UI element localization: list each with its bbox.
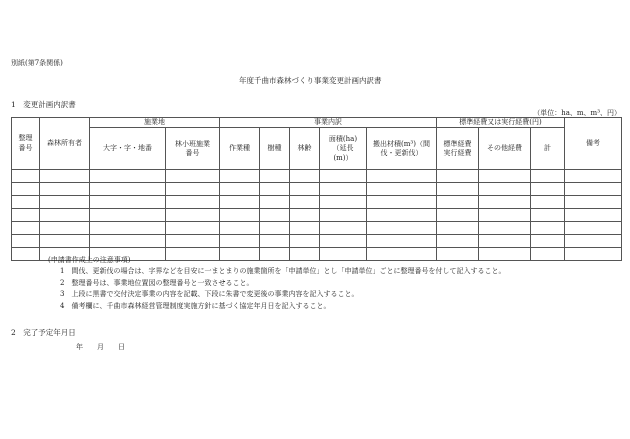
header-species: 樹種 bbox=[260, 128, 290, 170]
table-row bbox=[12, 196, 622, 209]
table-cell bbox=[260, 248, 290, 261]
table-cell bbox=[40, 235, 90, 248]
table-cell bbox=[220, 248, 260, 261]
table-cell bbox=[290, 209, 320, 222]
completion-date: 年 月 日 bbox=[76, 343, 125, 351]
table-cell bbox=[437, 235, 479, 248]
table-cell bbox=[12, 183, 40, 196]
table-cell bbox=[320, 248, 367, 261]
table-cell bbox=[260, 183, 290, 196]
table-cell bbox=[565, 222, 622, 235]
table-cell bbox=[437, 209, 479, 222]
table-cell bbox=[90, 183, 166, 196]
table-cell bbox=[220, 170, 260, 183]
table-cell bbox=[320, 183, 367, 196]
header-cost-group: 標準経費又は実行経費(円) bbox=[437, 118, 565, 128]
table-cell bbox=[565, 209, 622, 222]
table-cell bbox=[90, 235, 166, 248]
table-cell bbox=[260, 209, 290, 222]
table-cell bbox=[479, 196, 531, 209]
header-std-cost: 標準経費実行経費 bbox=[437, 128, 479, 170]
table-cell bbox=[220, 183, 260, 196]
table-cell bbox=[166, 170, 220, 183]
section-2-title: 2 完了予定年月日 bbox=[11, 328, 76, 337]
table-cell bbox=[479, 235, 531, 248]
header-work-type: 作業種 bbox=[220, 128, 260, 170]
table-cell bbox=[437, 183, 479, 196]
header-total: 計 bbox=[531, 128, 565, 170]
table-cell bbox=[437, 170, 479, 183]
table-cell bbox=[166, 183, 220, 196]
table-cell bbox=[12, 235, 40, 248]
table-cell bbox=[260, 222, 290, 235]
table-cell bbox=[290, 170, 320, 183]
table-cell bbox=[367, 248, 437, 261]
table-cell bbox=[320, 209, 367, 222]
header-rinsho: 林小班施業番号 bbox=[166, 128, 220, 170]
table-row bbox=[12, 170, 622, 183]
table-cell bbox=[367, 196, 437, 209]
table-cell bbox=[166, 196, 220, 209]
table-cell bbox=[290, 248, 320, 261]
note-item-1: 1 間伐、更新伐の場合は、字界などを目安に一まとまりの施業箇所を「申請単位」とし「申請単位」ごとに整理番号を付して記入すること。 bbox=[60, 267, 506, 275]
note-item-2: 2 整理番号は、事業地位置図の整理番号と一致させること。 bbox=[60, 278, 254, 287]
table-cell bbox=[260, 196, 290, 209]
header-carry-out: 搬出材積(m³)（間伐・更新伐） bbox=[367, 128, 437, 170]
table-row bbox=[12, 222, 622, 235]
form-label: 別紙(第7条関係) bbox=[11, 59, 63, 67]
document-title: 年度千曲市森林づくり事業変更計画内訳書 bbox=[239, 76, 382, 85]
table-cell bbox=[290, 183, 320, 196]
table-cell bbox=[531, 235, 565, 248]
table-cell bbox=[166, 222, 220, 235]
table-cell bbox=[220, 235, 260, 248]
table-cell bbox=[565, 196, 622, 209]
table-cell bbox=[40, 196, 90, 209]
table-cell bbox=[90, 222, 166, 235]
table-cell bbox=[166, 248, 220, 261]
unit-note: （単位：ha、m、m³、円） bbox=[533, 109, 621, 117]
table-cell bbox=[166, 209, 220, 222]
table-cell bbox=[565, 235, 622, 248]
table-cell bbox=[320, 196, 367, 209]
table-cell bbox=[12, 170, 40, 183]
table-cell bbox=[479, 170, 531, 183]
plan-breakdown-table bbox=[11, 117, 622, 261]
table-cell bbox=[479, 248, 531, 261]
table-cell bbox=[367, 222, 437, 235]
header-age: 林齢 bbox=[290, 128, 320, 170]
table-row bbox=[12, 209, 622, 222]
table-cell bbox=[367, 235, 437, 248]
table-cell bbox=[290, 196, 320, 209]
header-owner: 森林所有者 bbox=[40, 118, 90, 170]
table-cell bbox=[531, 196, 565, 209]
table-cell bbox=[220, 222, 260, 235]
table-cell bbox=[565, 248, 622, 261]
table-cell bbox=[531, 183, 565, 196]
table-cell bbox=[437, 248, 479, 261]
table-cell bbox=[166, 235, 220, 248]
notes-title: (申請書作成上の注意事項) bbox=[48, 256, 131, 264]
table-cell bbox=[479, 209, 531, 222]
header-seiri-no: 整理番号 bbox=[12, 118, 40, 170]
table-cell bbox=[367, 183, 437, 196]
table-cell bbox=[531, 222, 565, 235]
table-cell bbox=[367, 209, 437, 222]
table-row bbox=[12, 235, 622, 248]
table-cell bbox=[479, 183, 531, 196]
table-cell bbox=[531, 248, 565, 261]
table-cell bbox=[90, 170, 166, 183]
table-row bbox=[12, 183, 622, 196]
table-cell bbox=[40, 209, 90, 222]
table-cell bbox=[479, 222, 531, 235]
header-content-group: 事業内訳 bbox=[220, 118, 437, 128]
table-cell bbox=[12, 248, 40, 261]
header-oaza: 大字・字・地番 bbox=[90, 128, 166, 170]
table-cell bbox=[437, 196, 479, 209]
header-other-cost: その他経費 bbox=[479, 128, 531, 170]
header-remarks: 備考 bbox=[565, 118, 622, 170]
table-cell bbox=[320, 170, 367, 183]
table-cell bbox=[40, 183, 90, 196]
note-item-4: 4 備考欄に、千曲市森林経営管理制度実施方針に基づく協定年月日を記入すること。 bbox=[60, 301, 331, 310]
table-cell bbox=[565, 170, 622, 183]
note-item-3: 3 上段に黒書で交付決定事業の内容を記載、下段に朱書で変更後の事業内容を記入すること。 bbox=[60, 290, 359, 298]
table-cell bbox=[260, 170, 290, 183]
section-1-title: 1 変更計画内訳書 bbox=[11, 100, 76, 109]
table-cell bbox=[437, 222, 479, 235]
table-cell bbox=[565, 183, 622, 196]
table-cell bbox=[90, 196, 166, 209]
table-cell bbox=[40, 222, 90, 235]
table-cell bbox=[531, 170, 565, 183]
table-cell bbox=[260, 235, 290, 248]
table-cell bbox=[531, 209, 565, 222]
table-cell bbox=[290, 235, 320, 248]
table-cell bbox=[367, 170, 437, 183]
notes-list bbox=[60, 268, 505, 310]
table-cell bbox=[220, 209, 260, 222]
header-site-group: 施業地 bbox=[90, 118, 220, 128]
table-cell bbox=[12, 222, 40, 235]
table-cell bbox=[12, 196, 40, 209]
table-cell bbox=[220, 196, 260, 209]
table-cell bbox=[12, 209, 40, 222]
table-cell bbox=[90, 209, 166, 222]
table-cell bbox=[40, 170, 90, 183]
table-cell bbox=[290, 222, 320, 235]
table-cell bbox=[320, 222, 367, 235]
table-cell bbox=[320, 235, 367, 248]
header-area: 面積(ha)（延長(m)） bbox=[320, 128, 367, 170]
